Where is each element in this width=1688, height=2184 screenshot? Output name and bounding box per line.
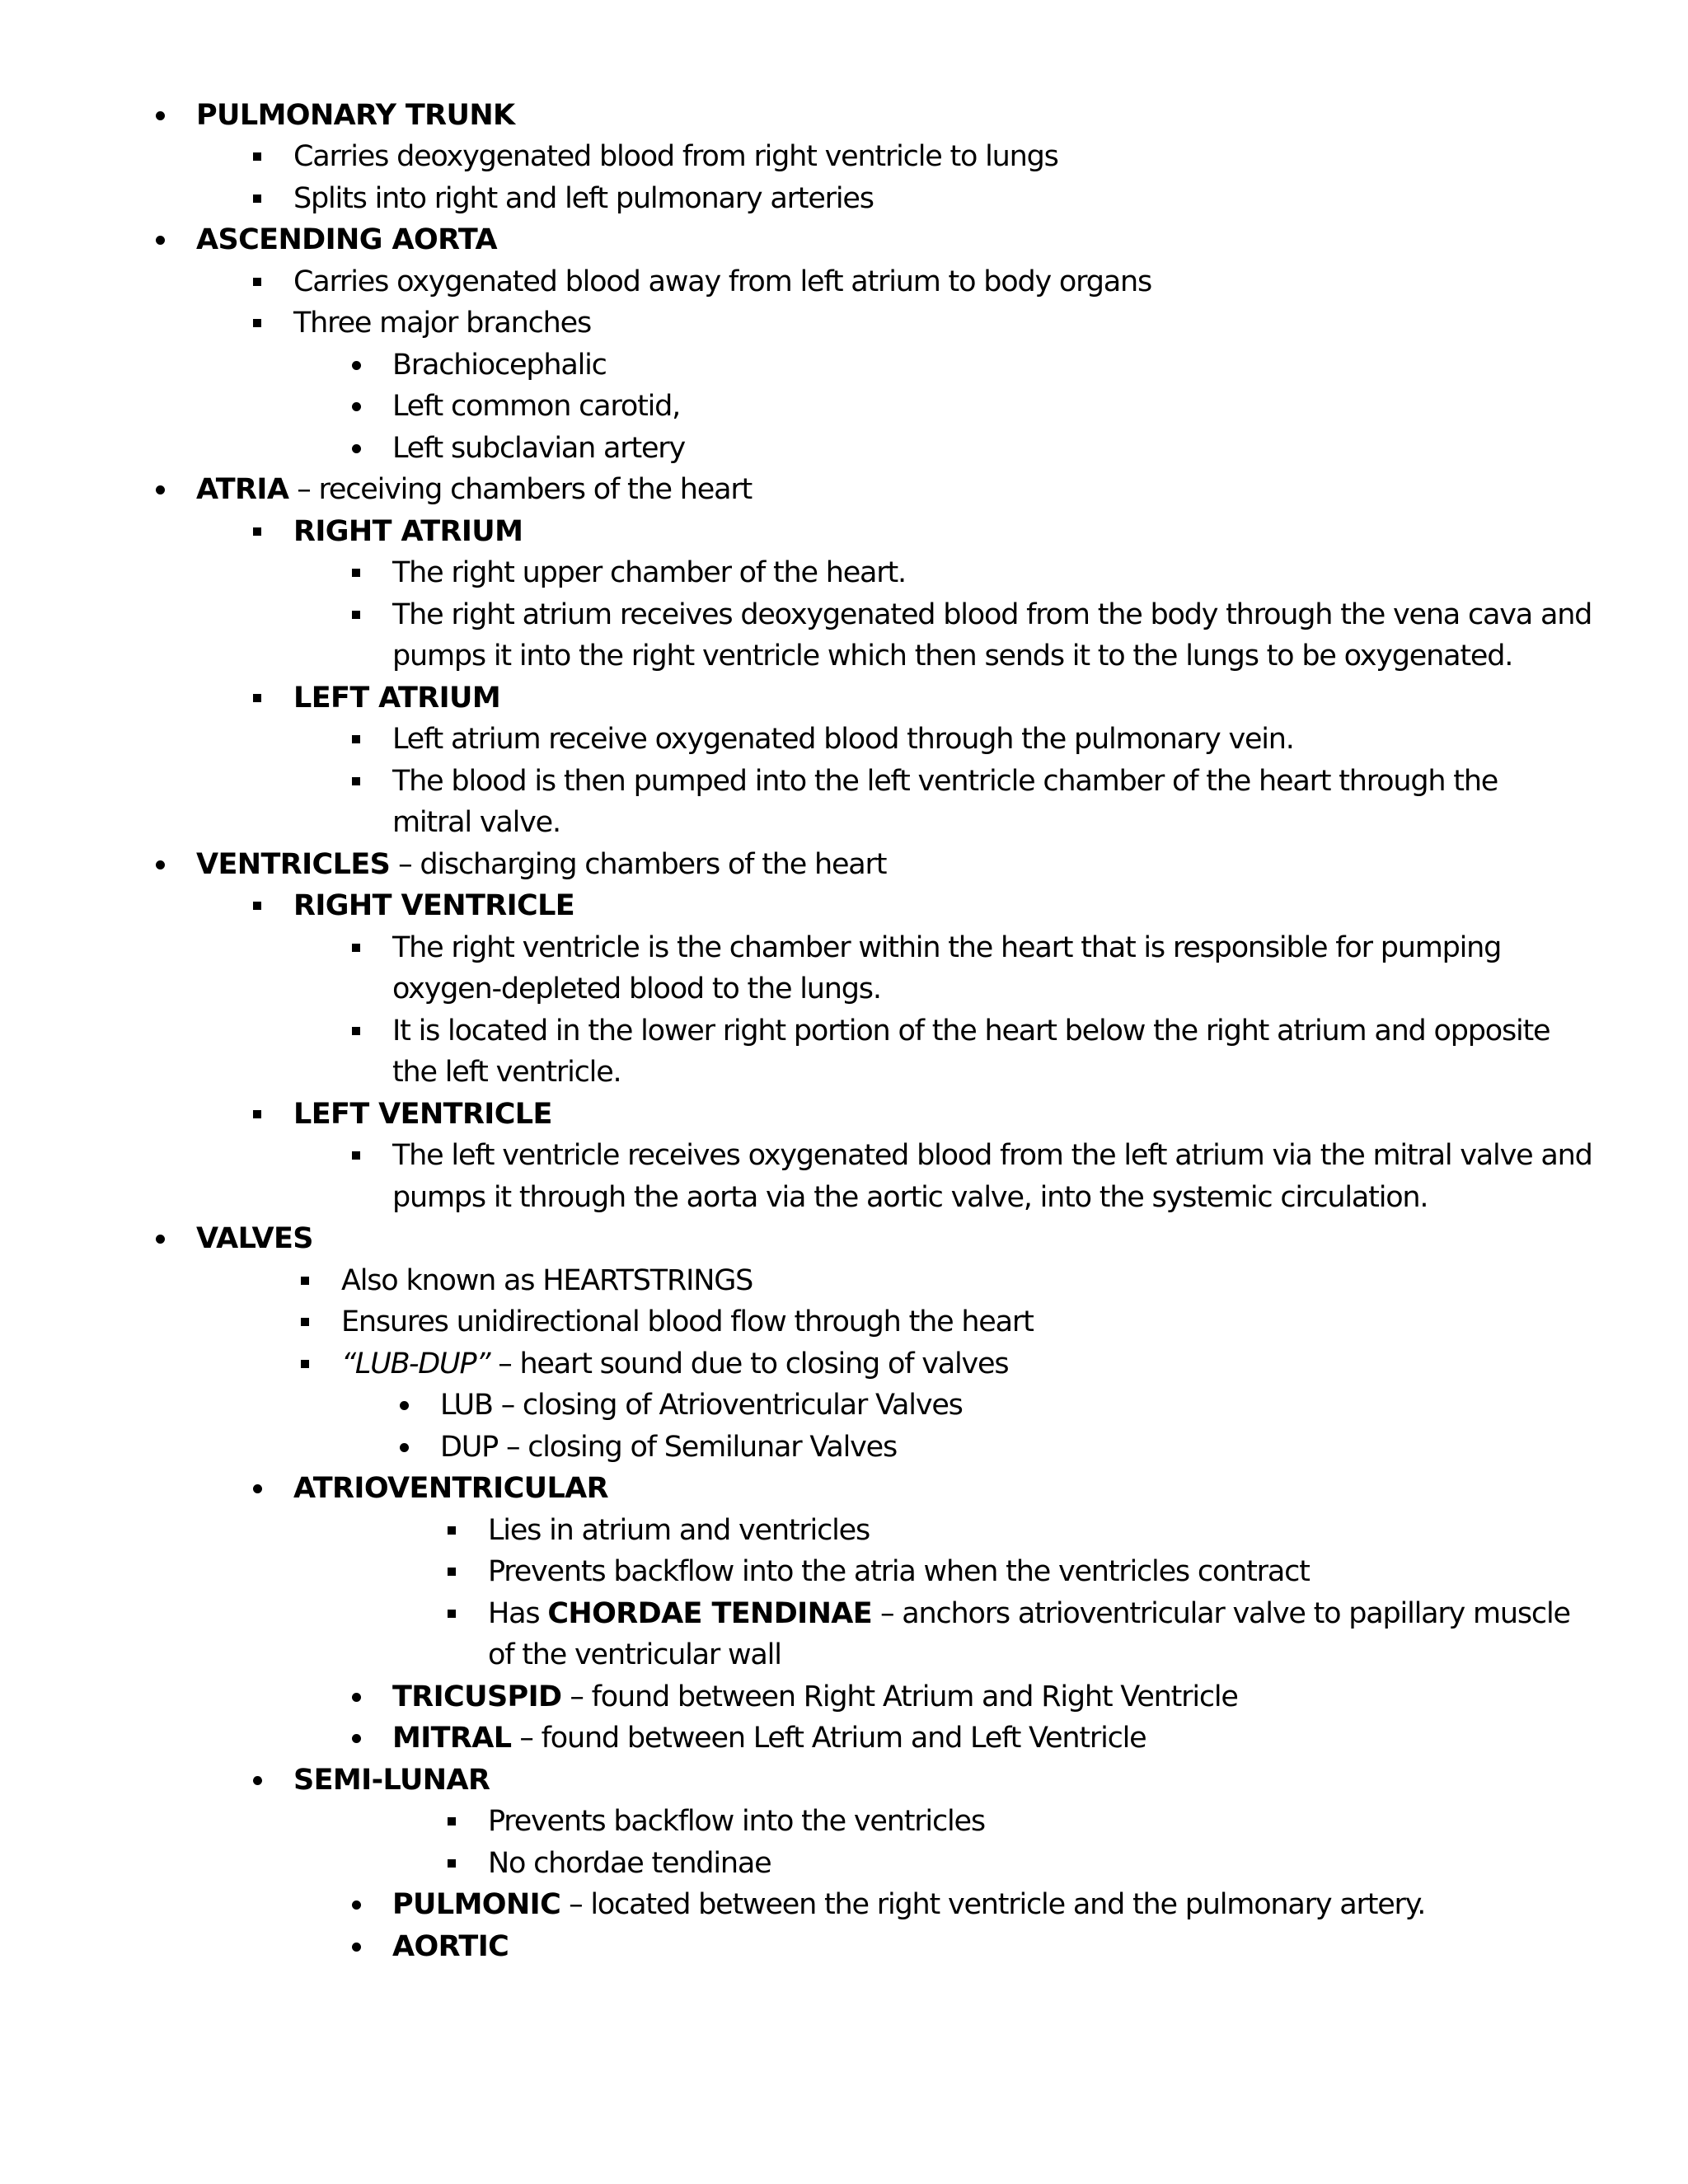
- heading-pulmonary-trunk: PULMONARY TRUNK: [196, 99, 515, 132]
- bullet-square: [247, 136, 267, 177]
- list-item: Brachiocephalic: [392, 349, 607, 382]
- bullet-square: [442, 1551, 462, 1592]
- bullet-square: [247, 178, 267, 219]
- heading-right-ventricle: RIGHT VENTRICLE: [293, 889, 575, 922]
- bullet-square: [346, 927, 366, 968]
- list-item-continued: mitral valve.: [392, 806, 560, 839]
- list-item-chordae: Has CHORDAE TENDINAE – anchors atrioventricular valve to papillary muscle: [488, 1597, 1570, 1630]
- list-item: Prevents backflow into the ventricles: [488, 1805, 985, 1838]
- bullet-square: [295, 1343, 315, 1385]
- bullet-dot: [150, 95, 170, 136]
- list-item: It is located in the lower right portion of the heart below the right atrium and opposite: [392, 1015, 1550, 1047]
- heading-left-ventricle: LEFT VENTRICLE: [293, 1098, 552, 1131]
- bullet-square: [247, 677, 267, 719]
- bullet-dot: [150, 469, 170, 510]
- heading-atria: ATRIA – receiving chambers of the heart: [196, 473, 753, 506]
- heading-atrioventricular: ATRIOVENTRICULAR: [293, 1472, 609, 1505]
- bullet-dot: [346, 386, 366, 427]
- bullet-square: [346, 552, 366, 593]
- bullet-square: [346, 1135, 366, 1176]
- bullet-square: [442, 1843, 462, 1884]
- list-item-aortic: AORTIC: [392, 1930, 509, 1963]
- heading-semilunar: SEMI-LUNAR: [293, 1764, 490, 1797]
- list-item-continued: pumps it into the right ventricle which then sends it to the lungs to be oxygenated.: [392, 640, 1513, 673]
- bullet-dot: [247, 1468, 267, 1509]
- list-item: The blood is then pumped into the left ventricle chamber of the heart through the: [392, 765, 1498, 798]
- list-item: Left atrium receive oxygenated blood through the pulmonary vein.: [392, 723, 1294, 756]
- bullet-square: [247, 261, 267, 302]
- heading-right-atrium: RIGHT ATRIUM: [293, 515, 523, 548]
- list-item-lubdup: “LUB-DUP” – heart sound due to closing of valves: [341, 1347, 1009, 1380]
- list-item: The right ventricle is the chamber within the heart that is responsible for pumping: [392, 931, 1502, 964]
- heading-valves: VALVES: [196, 1222, 313, 1255]
- bullet-dot: [346, 1926, 366, 1967]
- bullet-square: [247, 511, 267, 552]
- bullet-square: [346, 761, 366, 802]
- bullet-square: [346, 594, 366, 635]
- heading-left-atrium: LEFT ATRIUM: [293, 682, 501, 715]
- list-item: Three major branches: [293, 307, 592, 340]
- bullet-square: [442, 1593, 462, 1634]
- list-item-continued: the left ventricle.: [392, 1056, 621, 1089]
- bullet-dot: [394, 1385, 414, 1426]
- list-item: Carries oxygenated blood away from left atrium to body organs: [293, 265, 1151, 298]
- list-item: The right upper chamber of the heart.: [392, 556, 906, 589]
- list-item: Splits into right and left pulmonary arteries: [293, 182, 874, 215]
- list-item: The left ventricle receives oxygenated blood from the left atrium via the mitral valve and: [392, 1139, 1592, 1172]
- list-item: Also known as HEARTSTRINGS: [341, 1264, 753, 1297]
- bullet-square: [442, 1801, 462, 1842]
- bullet-square: [346, 1010, 366, 1052]
- list-item: Left subclavian artery: [392, 432, 686, 465]
- bullet-square: [295, 1301, 315, 1343]
- bullet-square: [442, 1510, 462, 1551]
- bullet-square: [295, 1260, 315, 1301]
- list-item: Carries deoxygenated blood from right ventricle to lungs: [293, 140, 1058, 173]
- bullet-dot: [346, 1718, 366, 1759]
- list-item-tricuspid: TRICUSPID – found between Right Atrium and Right Ventricle: [392, 1680, 1238, 1713]
- bullet-dot: [394, 1427, 414, 1468]
- bullet-dot: [346, 428, 366, 469]
- list-item: No chordae tendinae: [488, 1847, 771, 1880]
- list-item: DUP – closing of Semilunar Valves: [440, 1431, 898, 1464]
- list-item: LUB – closing of Atrioventricular Valves: [440, 1389, 963, 1422]
- list-item-continued: of the ventricular wall: [488, 1638, 781, 1671]
- bullet-dot: [247, 1760, 267, 1801]
- list-item-mitral: MITRAL – found between Left Atrium and Left Ventricle: [392, 1722, 1146, 1755]
- bullet-dot: [150, 844, 170, 885]
- bullet-square: [247, 1094, 267, 1135]
- list-item-continued: oxygen-depleted blood to the lungs.: [392, 972, 881, 1005]
- bullet-dot: [346, 344, 366, 386]
- bullet-dot: [346, 1676, 366, 1718]
- list-item: The right atrium receives deoxygenated blood from the body through the vena cava and: [392, 598, 1592, 631]
- bullet-dot: [346, 1884, 366, 1925]
- list-item: Ensures unidirectional blood flow through the heart: [341, 1305, 1034, 1338]
- list-item: Left common carotid,: [392, 390, 681, 423]
- heading-ventricles: VENTRICLES – discharging chambers of the heart: [196, 848, 887, 881]
- bullet-square: [247, 302, 267, 344]
- bullet-dot: [150, 1218, 170, 1259]
- list-item: Lies in atrium and ventricles: [488, 1514, 870, 1547]
- bullet-square: [346, 719, 366, 760]
- list-item: Prevents backflow into the atria when the ventricles contract: [488, 1555, 1310, 1588]
- list-item-continued: pumps it through the aorta via the aortic valve, into the systemic circulation.: [392, 1181, 1428, 1214]
- heading-ascending-aorta: ASCENDING AORTA: [196, 223, 497, 256]
- bullet-square: [247, 885, 267, 926]
- list-item-pulmonic: PULMONIC – located between the right ventricle and the pulmonary artery.: [392, 1888, 1426, 1921]
- bullet-dot: [150, 219, 170, 260]
